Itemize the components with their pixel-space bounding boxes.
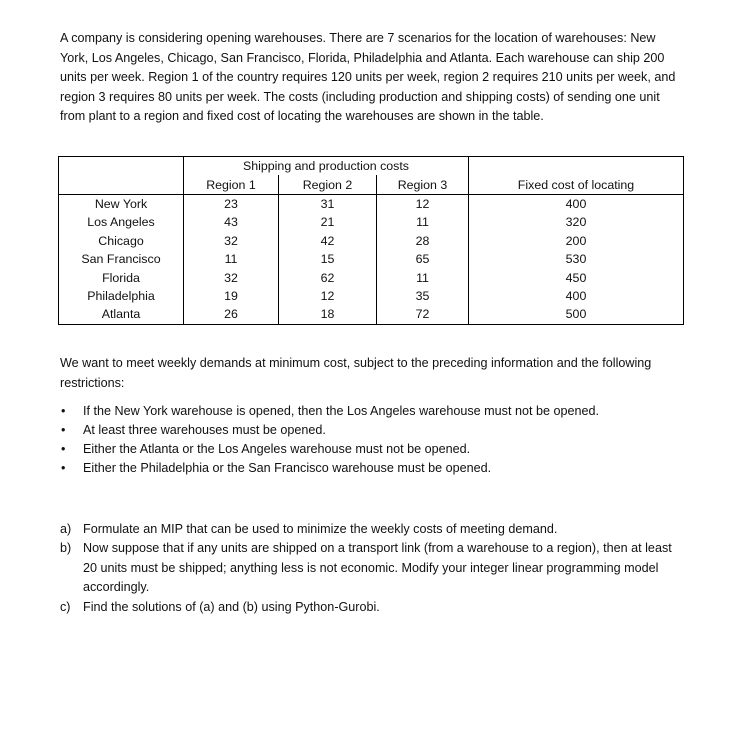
restrictions-intro: We want to meet weekly demands at minimum cost, subject to the preceding information and the following restrictions: [60, 356, 652, 390]
list-item [60, 598, 685, 617]
col-header-fixed-cost: Fixed cost of locating [469, 175, 684, 194]
fixed-group-cell [469, 157, 684, 176]
row-label: Atlanta [59, 305, 184, 324]
row-label: New York [59, 194, 184, 213]
bullet-marker: • [61, 423, 66, 437]
question-text: Formulate an MIP that can be used to minimize the weekly costs of meeting demand. [83, 522, 558, 536]
cell-region-3: 11 [377, 268, 469, 286]
cell-region-1: 32 [184, 268, 279, 286]
cell-region-2: 21 [279, 213, 377, 231]
cell-fixed-cost: 400 [469, 194, 684, 213]
bullet-marker: • [61, 404, 66, 418]
table-row [59, 287, 684, 305]
list-item [60, 440, 685, 459]
cell-region-1: 26 [184, 305, 279, 324]
question-marker: b) [60, 541, 72, 556]
cell-fixed-cost: 400 [469, 287, 684, 305]
cell-region-3: 28 [377, 232, 469, 250]
col-header-region-3: Region 3 [377, 175, 469, 194]
cell-fixed-cost: 500 [469, 305, 684, 324]
cell-region-1: 23 [184, 194, 279, 213]
cell-region-1: 11 [184, 250, 279, 268]
list-item [60, 421, 685, 440]
group-header: Shipping and production costs [184, 157, 469, 176]
corner-cell [59, 175, 184, 194]
list-item [60, 402, 685, 421]
cell-region-3: 35 [377, 287, 469, 305]
cell-fixed-cost: 200 [469, 232, 684, 250]
restriction-text: Either the Philadelphia or the San Francisco warehouse must be opened. [83, 461, 492, 475]
list-item [60, 459, 685, 478]
cell-fixed-cost: 320 [469, 213, 684, 231]
cell-fixed-cost: 530 [469, 250, 684, 268]
cell-region-1: 43 [184, 213, 279, 231]
row-label: San Francisco [59, 250, 184, 268]
cell-region-2: 62 [279, 268, 377, 286]
bullet-marker: • [61, 442, 66, 456]
cell-region-2: 31 [279, 194, 377, 213]
corner-cell [59, 157, 184, 176]
restriction-text: Either the Atlanta or the Los Angeles warehouse must not be opened. [83, 442, 471, 456]
restrictions-list [60, 402, 685, 478]
cell-region-2: 18 [279, 305, 377, 324]
questions-list [60, 520, 685, 617]
cost-table [58, 156, 684, 325]
question-text: Find the solutions of (a) and (b) using Python-Gurobi. [83, 599, 380, 614]
cell-region-2: 12 [279, 287, 377, 305]
question-marker: c) [60, 599, 71, 614]
table-row [59, 305, 684, 324]
col-header-region-1: Region 1 [184, 175, 279, 194]
cell-region-3: 65 [377, 250, 469, 268]
table-row [59, 250, 684, 268]
cell-region-3: 12 [377, 194, 469, 213]
cell-region-1: 32 [184, 232, 279, 250]
restriction-text: At least three warehouses must be opened. [83, 423, 326, 437]
cell-region-3: 72 [377, 305, 469, 324]
cell-region-1: 19 [184, 287, 279, 305]
col-header-region-2: Region 2 [279, 175, 377, 194]
problem-intro: A company is considering opening warehouses. There are 7 scenarios for the location of warehouses: New York, Los Angeles, Chicago, San Francisco, Florida, Philadelphia and Atlanta. Each warehouse can ship 200 units per week. Region 1 of the country requires 120 units per week, region 2 requires 210 units per week, and region 3 requires 80 units per week. The costs (including production and shipping costs) of sending one unit from plant to a region and fixed cost of locating the warehouses are shown in the table. [60, 31, 676, 124]
cell-fixed-cost: 450 [469, 268, 684, 286]
question-text: Now suppose that if any units are shipped on a transport link (from a warehouse to a region), then at least 20 units must be shipped; anything less is not economic. Modify your integer linear programming model accordingly. [83, 541, 672, 595]
cell-region-2: 15 [279, 250, 377, 268]
list-item [60, 520, 685, 539]
cell-region-2: 42 [279, 232, 377, 250]
row-label: Philadelphia [59, 287, 184, 305]
bullet-marker: • [61, 461, 66, 475]
table-row [59, 232, 684, 250]
row-label: Florida [59, 268, 184, 286]
table-row [59, 213, 684, 231]
list-item [60, 539, 685, 597]
row-label: Chicago [59, 232, 184, 250]
cell-region-3: 11 [377, 213, 469, 231]
restriction-text: If the New York warehouse is opened, then the Los Angeles warehouse must not be opened. [83, 404, 599, 418]
table-row [59, 268, 684, 286]
question-marker: a) [60, 522, 72, 536]
table-row [59, 194, 684, 213]
row-label: Los Angeles [59, 213, 184, 231]
